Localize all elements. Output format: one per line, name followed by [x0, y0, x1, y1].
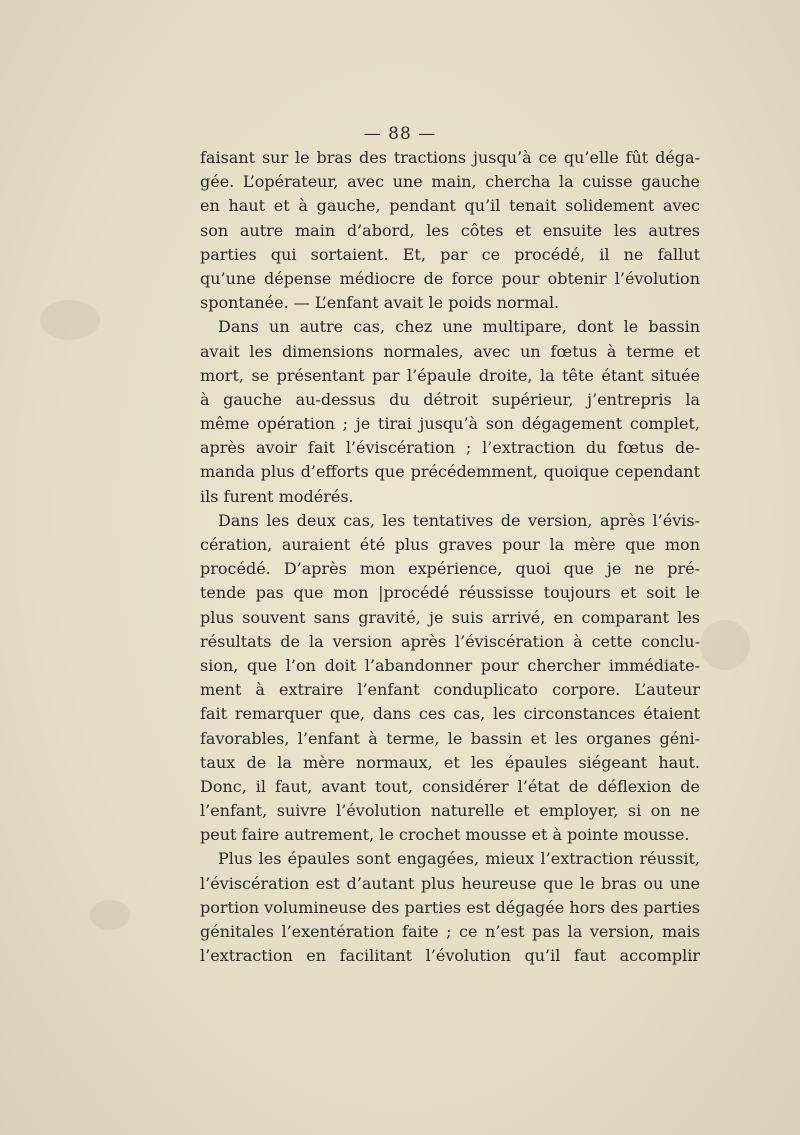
text-line: parties qui sortaient. Et, par ce procédé, il ne fallut — [200, 244, 700, 264]
text-line: taux de la mère normaux, et les épaules siégeant haut. — [200, 752, 700, 772]
text-line: résultats de la version après l’éviscération à cette conclu- — [200, 631, 700, 651]
text-line: à gauche au-dessus du détroit supérieur, j’entrepris la — [200, 389, 700, 409]
text-line: Dans les deux cas, les tentatives de version, après l’évis- — [218, 510, 700, 530]
text-line: après avoir fait l’éviscération ; l’extraction du fœtus de- — [200, 438, 700, 458]
text-line: faisant sur le bras des tractions jusqu’à ce qu’elle fût déga- — [200, 148, 700, 167]
text-line: portion volumineuse des parties est dégagée hors des parties — [200, 897, 700, 917]
text-line: spontanée. — L’enfant avait le poids normal. — [200, 293, 560, 313]
text-line: cération, auraient été plus graves pour la mère que mon — [200, 535, 700, 554]
text-line: ils furent modérés. — [200, 486, 354, 506]
text-line: Donc, il faut, avant tout, considérer l’état de déflexion de — [200, 776, 700, 796]
text-line: mort, se présentant par l’épaule droite, la tête étant située — [200, 365, 700, 385]
text-line: génitales l’exentération faite ; ce n’est pas la version, mais — [200, 922, 700, 941]
text-line: fait remarquer que, dans ces cas, les circonstances étaient — [200, 704, 700, 724]
text-line: Plus les épaules sont engagées, mieux l’extraction réussit, — [218, 849, 700, 869]
text-line: l’extraction en facilitant l’évolution qu’il faut accomplir — [200, 946, 700, 966]
text-line: l’éviscération est d’autant plus heureuse que le bras ou une — [200, 873, 700, 893]
text-line: Dans un autre cas, chez une multipare, dont le bassin — [218, 317, 700, 337]
text-line: son autre main d’abord, les côtes et ensuite les autres — [200, 220, 700, 240]
text-line: plus souvent sans gravité, je suis arrivé, en comparant les — [200, 607, 700, 627]
page-number: — 88 — — [363, 124, 437, 144]
text-line: l’enfant, suivre l’évolution naturelle et employer, si on ne — [200, 801, 700, 821]
text-line: sion, que l’on doit l’abandonner pour chercher immédiate- — [200, 655, 700, 675]
text-line: avait les dimensions normales, avec un fœtus à terme et — [200, 341, 700, 361]
text-line: ment à extraire l’enfant conduplicato corpore. L’auteur — [200, 680, 700, 700]
text-line: qu’une dépense médiocre de force pour obtenir l’évolution — [200, 268, 700, 288]
paper-stain — [40, 300, 100, 340]
paper-stain — [90, 900, 130, 930]
text-line: procédé. D’après mon expérience, quoi que je ne pré- — [200, 559, 700, 579]
text-line: manda plus d’efforts que précédemment, quoique cependant — [200, 462, 700, 482]
text-line: même opération ; je tirai jusqu’à son dégagement complet, — [200, 414, 700, 434]
text-line: tende pas que mon |procédé réussisse toujours et soit le — [200, 583, 700, 603]
text-line: peut faire autrement, le crochet mousse et à pointe mousse. — [200, 825, 690, 845]
text-line: favorables, l’enfant à terme, le bassin et les organes géni- — [200, 728, 700, 748]
paper-stain — [700, 620, 750, 670]
text-line: en haut et à gauche, pendant qu’il tenait solidement avec — [200, 196, 700, 216]
body-text — [200, 146, 700, 968]
text-line: gée. L’opérateur, avec une main, chercha la cuisse gauche — [200, 172, 700, 192]
